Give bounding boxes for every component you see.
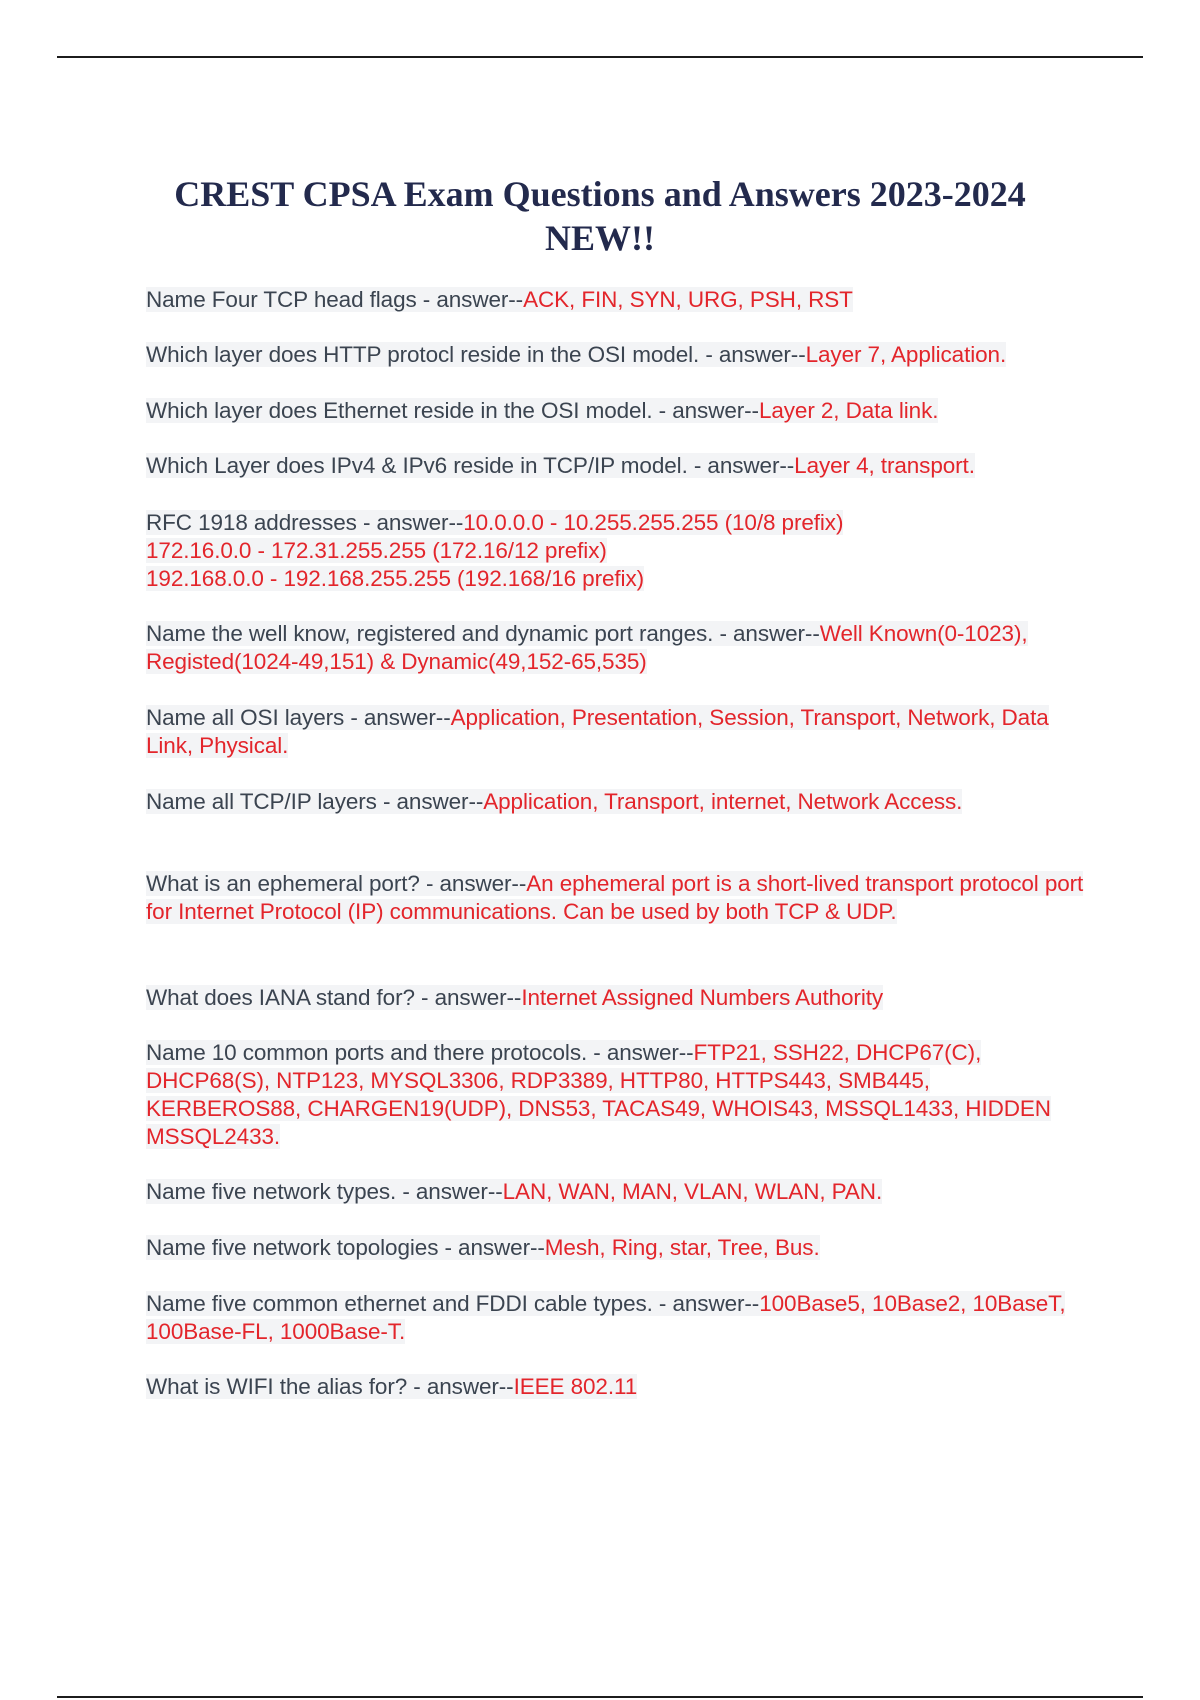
question: Name five network types.: [146, 1179, 397, 1204]
answer-separator: - answer--: [713, 621, 820, 646]
question: Which Layer does IPv4 & IPv6 reside in TCP/IP model.: [146, 453, 688, 478]
qa-item-network-topologies: [146, 1234, 1086, 1262]
qa-item-tcp-flags: [146, 286, 1086, 314]
answer-separator: - answer--: [356, 510, 464, 535]
answer: FTP21, SSH22, DHCP67(C), DHCP68(S), NTP123, MYSQL3306, RDP3389, HTTP80, HTTPS443, SMB445, KERBEROS88, CHARGEN19(UDP), DNS53, TACAS49, WHOIS43, MSSQL1433, HIDDEN MSSQL2433.: [146, 1040, 1051, 1149]
answer: Layer 4, transport.: [794, 453, 975, 478]
answer: Application, Presentation, Session, Transport, Network, Data Link, Physical.: [146, 705, 1049, 758]
answer-separator: - answer--: [414, 985, 522, 1010]
question: Name five common ethernet and FDDI cable types.: [146, 1291, 653, 1316]
question: Which layer does HTTP protocl reside in the OSI model.: [146, 342, 700, 367]
answer: 10.0.0.0 - 10.255.255.255 (10/8 prefix) 172.16.0.0 - 172.31.255.255 (172.16/12 prefix) 192.168.0.0 - 192.168.255.255 (192.168/16 prefix): [146, 510, 844, 591]
answer-separator: - answer--: [587, 1040, 694, 1065]
answer: Layer 7, Application.: [805, 342, 1007, 367]
question: RFC 1918 addresses: [146, 510, 357, 535]
qa-item-network-types: [146, 1178, 1086, 1206]
answer: Layer 2, Data link.: [758, 398, 939, 423]
answer-separator: - answer--: [407, 1374, 514, 1399]
question: Name 10 common ports and there protocols.: [146, 1040, 588, 1065]
question: Name all OSI layers: [146, 705, 345, 730]
question: Name Four TCP head flags: [146, 287, 417, 312]
answer-separator: - answer--: [416, 287, 524, 312]
answer: IEEE 802.11: [513, 1374, 638, 1399]
answer: Well Known(0-1023), Registed(1024-49,151) & Dynamic(49,152-65,535): [146, 621, 1028, 674]
qa-item-ephemeral-port: [146, 870, 1086, 926]
answer-separator: - answer--: [344, 705, 451, 730]
qa-item-iana: [146, 984, 1086, 1012]
footer-rule: [57, 1696, 1143, 1698]
question: What does IANA stand for?: [146, 985, 415, 1010]
qa-item-rfc1918: [146, 509, 1086, 593]
question: What is WIFI the alias for?: [146, 1374, 408, 1399]
qa-item-wifi-alias: [146, 1373, 1086, 1401]
question: Name all TCP/IP layers: [146, 789, 377, 814]
answer-separator: - answer--: [652, 398, 759, 423]
question: What is an ephemeral port?: [146, 871, 420, 896]
answer-separator: - answer--: [687, 453, 795, 478]
qa-item-ethernet-layer: [146, 397, 1086, 425]
answer: LAN, WAN, MAN, VLAN, WLAN, PAN.: [502, 1179, 883, 1204]
question: Name the well know, registered and dynamic port ranges.: [146, 621, 714, 646]
qa-item-osi-layers: [146, 704, 1086, 760]
answer-separator: - answer--: [376, 789, 484, 814]
answer: Application, Transport, internet, Network Access.: [483, 789, 963, 814]
qa-item-cable-types: [146, 1290, 1086, 1346]
qa-item-common-ports: [146, 1039, 1086, 1151]
answer: Mesh, Ring, star, Tree, Bus.: [544, 1235, 820, 1260]
qa-item-ip-layer: [146, 452, 1086, 480]
qa-item-port-ranges: [146, 620, 1086, 676]
answer-separator: - answer--: [396, 1179, 503, 1204]
document-title: CREST CPSA Exam Questions and Answers 2023-2024 NEW!!: [174, 174, 1026, 258]
answer: An ephemeral port is a short-lived transport protocol port for Internet Protocol (IP) communications. Can be used by both TCP & UDP.: [146, 871, 1084, 924]
answer: 100Base5, 10Base2, 10BaseT, 100Base-FL, 1000Base-T.: [146, 1291, 1066, 1344]
answer: Internet Assigned Numbers Authority: [521, 985, 884, 1010]
answer: ACK, FIN, SYN, URG, PSH, RST: [523, 287, 853, 312]
answer-separator: - answer--: [438, 1235, 545, 1260]
question: Name five network topologies: [146, 1235, 439, 1260]
answer-separator: - answer--: [419, 871, 527, 896]
qa-item-http-layer: [146, 341, 1086, 369]
question: Which layer does Ethernet reside in the OSI model.: [146, 398, 653, 423]
qa-item-tcpip-layers: [146, 788, 1086, 816]
answer-separator: - answer--: [652, 1291, 760, 1316]
answer-separator: - answer--: [699, 342, 806, 367]
header-rule: [57, 56, 1143, 58]
